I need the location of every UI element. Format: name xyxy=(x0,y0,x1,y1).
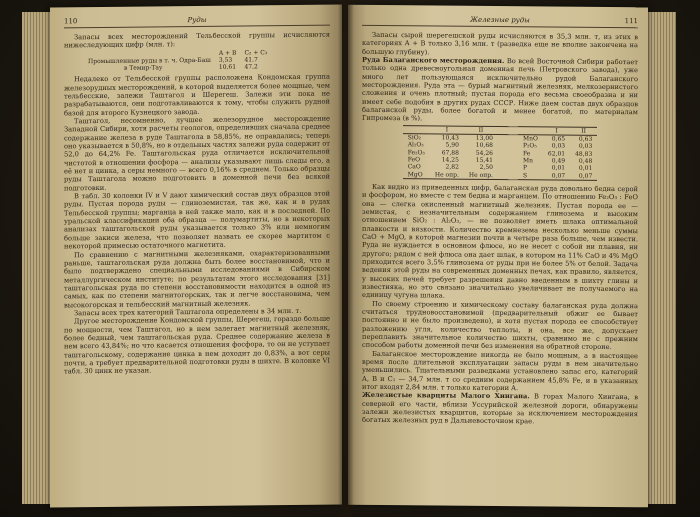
chem-cell: 0,49 xyxy=(551,157,566,165)
chem-cell: MnO xyxy=(522,135,538,143)
chem-cell: 10,43 xyxy=(441,134,459,142)
right-paragraph-2-wrap xyxy=(362,56,638,125)
right-paragraph-5: Балаганское месторождение никогда не было мощным, а в настоящее время после длительной эксплуатации запасы руды в нем значительно уменьшились. Тщательными разведками установлено запас его, категорий A, B и C₁ — 34,7 млн. т со средним содержанием 45,8% Fe, и в указанных итог входят 2,84 млн. т только категории A. xyxy=(362,349,638,393)
chem-header-blank xyxy=(518,126,543,135)
khingan-subheading: Железистые кварциты Малого Хингана. xyxy=(362,391,530,401)
chem-cell: 5,90 xyxy=(445,141,459,150)
chem-header-blank xyxy=(403,125,430,134)
reserves-table xyxy=(84,49,271,73)
chem-cell: FeO xyxy=(407,156,421,164)
chem-row xyxy=(403,171,598,180)
reserves-header-c: C₂ + C₃ xyxy=(244,48,268,57)
left-paragraph-5: Запасы всех трех категорий Таштагола определены в 34 млн. т. xyxy=(74,306,302,318)
left-page-number: 110 xyxy=(64,17,78,26)
left-paragraph-2: Таштагол, несомненно, лучшее железорудное месторождение Западной Сибири, хотя расчеты геологов, определивших сначала среднее содержание железа в руде Таштагола в 58,85%, не оправдались; теперь оно указывается в 50,8%, но в отдельных частях залежи руда содержит от 52,0 до 64,2% Fe. Таштагольская руда отличается исключительной чистотой в отношении фосфора — анализы указывают лишь следы его, а её нет и цинка, а серы немного — всего 0,16% в среднем. Только образцы руды Таштагола можно подготовить в доменной печи без всякой подготовки. xyxy=(64,114,330,193)
chem-cell: 0,07 xyxy=(543,172,570,180)
chem-cell: P xyxy=(522,164,528,172)
right-page-header xyxy=(362,15,638,28)
balagan-subheading: Руда Балаганского месторождения. xyxy=(362,55,505,66)
chem-cell: 2,50 xyxy=(479,164,493,172)
chem-cell: Не опр. xyxy=(464,171,498,179)
left-paragraph-6: Другое месторождение Кондомской группы, Шерегеш, гораздо больше по мощности, чем Таштагол, но в нем залегает магнитный железняк, более бедный, чем таштагольская руда. Среднее содержание железа в нем всего 43,84%; но что касается отношения фосфора, то он не уступает таштагольскому, содержание цинка в нем доходит до 0,83%, а вот серы почти, а требует предварительной подготовки руды в шихте. В колонке VI табл. 30 цинк не указан. xyxy=(64,314,330,376)
reserves-header-ab: A + B xyxy=(218,49,237,57)
left-intro: Запасы всех месторождений Тельбесской группы исчисляются нижеследующих цифр (млн. т): xyxy=(64,30,330,50)
chem-cell: S xyxy=(518,172,543,180)
left-page-header xyxy=(64,15,330,29)
chem-col-header: I xyxy=(543,127,570,136)
chem-cell: 48,83 xyxy=(575,150,593,158)
chem-cell: 0,01 xyxy=(578,164,593,173)
reserves-cell: в Темир-Тау xyxy=(124,64,163,72)
reserves-cell: Промышленные руды в т. ч. Одра-Баш xyxy=(88,56,211,66)
reserves-cell: 3,53 xyxy=(218,56,233,64)
chem-gap xyxy=(498,126,518,134)
chem-cell: 10,68 xyxy=(475,142,493,150)
chem-cell: 62,01 xyxy=(547,150,566,158)
right-paragraph-6: В горах Малого Хингана, в северной его части, вблизи Уссурийской железной дороги, обнаружены залежи железистых кварцитов, которые за исключением месторождения богатых железных руд в Дальневосточном крае. xyxy=(362,392,638,426)
right-page xyxy=(348,5,648,508)
chem-cell: 15,41 xyxy=(475,156,493,164)
chem-cell: 0,65 xyxy=(551,135,566,143)
chem-cell: SiO₂ xyxy=(407,134,422,142)
book-gutter xyxy=(338,0,354,517)
chem-cell: 54,26 xyxy=(475,149,493,157)
chem-col-header: II xyxy=(570,127,597,136)
chem-gap xyxy=(498,135,518,143)
chem-cell: 0,63 xyxy=(578,135,593,143)
left-page xyxy=(50,4,342,507)
reserves-cell: 10,61 xyxy=(218,63,237,71)
left-page-edges xyxy=(22,12,52,504)
reserves-cell: 47,2 xyxy=(244,63,258,71)
chemical-composition-table xyxy=(403,125,598,181)
right-paragraph-1: Запасы сырой шерегешской руды исчисляются в 35,3 млн. т, из этих в категориях A + B только 3,16 млн. т (разведка еще не вполне закончена на большую глубину). xyxy=(362,30,638,57)
chem-cell: 0,07 xyxy=(570,172,597,180)
chem-cell: CaO xyxy=(407,163,421,171)
chem-col-header: I xyxy=(430,126,464,135)
chem-cell: 0,48 xyxy=(578,157,593,165)
chem-cell: P₂O₅ xyxy=(522,142,537,150)
chem-cell: Al₂O₃ xyxy=(407,141,424,149)
chem-cell: 0,03 xyxy=(578,143,593,151)
right-paragraph-2: Во всей Восточной Сибири работает только одна древесноугольная доменная печь (Петровского завода), уже много лет пользующаяся исключительно рудой Балаганского месторождения. Руда эта — бурый магнитный железняк, мелкозернистого сложения и очень плотный; пустая порода его весьма своеобразна и ни имеет себе подобия в других рудах СССР. Ниже даем состав двух образцов балаганской руды, более богатой и менее богатой, по материалам Гипромеза (в %). xyxy=(362,57,638,123)
chem-cell: 0,01 xyxy=(551,164,566,172)
reserves-cell: 41,7 xyxy=(244,56,258,64)
right-running-head: Железные руды xyxy=(470,15,530,25)
left-running-head: Руды xyxy=(187,15,207,25)
right-paragraph-3: Как видно из приведенных цифр, балаганская руда довольно бедна серой и фосфором, но вместе с тем бедна и марганцем. По отношению Fe₂O₃ : FeO она — слегка окисленный магнитный железняк. Пустая порода ее — земистая, с незначительным содержанием глинозема и высоким отношением SiO₂ : Al₂O₃, — не позволяет иметь шлака оптимальной плавкости и вязкости. Количество кремнезема несколько меньше суммы CaO + MgO, в которой магнезии почти в четыре раза больше, чем извести. Руда не нуждается в основном флюсе, но не несет с собой ни плавня, ни другого; рядом с ней флюса она дает шлак, в котором на 11% CaO и 4% MgO приходится всего 3,5% глинозема от руды при не более 5% от белой. Задача ведения этой руды на современных доменных печах, как правило, является, у высоких печей требует разрешения давно введенным в шихту глины и известняка, но это связано значительно увеличивает не получаемого на единицу чугуна шлака. xyxy=(362,182,638,300)
right-paragraph-4: По своему строению и химическому составу балаганская руда должна считаться трудновосстановимой (предварительный обжиг ее бывает постоянно и не было произведено), и хотя пустая порода ее способствует разложению угля, количество теплоты, и она, все же, допускает переплавить значительное количество шихты, сравнимо не с прежним способом работы доменной печи без изменения на обратной стороне. xyxy=(362,299,638,352)
chem-cell: 0,03 xyxy=(551,142,566,150)
right-paragraph-6-wrap xyxy=(362,391,638,427)
chem-cell: MgO xyxy=(403,171,430,179)
chem-gap xyxy=(498,172,518,180)
left-paragraph-4: По сравнению с магнитными железняками, охарактеризованными раньше, таштагольская руда должна быть более восстановимой, что и было подтверждено специальными исследованиями в Сибирском металлургическом институте; по результатам этого исследования [31] таштагольская руда по степени восстановимости находится в одной из самых, как по степени магнитогорских, так и легче восстановима, чем высокогорская и тельбесский магнитный железняк. xyxy=(64,248,330,309)
right-page-edges xyxy=(646,12,676,504)
chem-cell: 14,25 xyxy=(441,156,459,164)
chem-cell: 2,82 xyxy=(445,163,459,171)
chem-cell: 13,00 xyxy=(475,134,493,143)
right-page-number: 111 xyxy=(624,17,638,26)
chem-cell: Fe₂O₃ xyxy=(407,148,425,157)
chem-cell: Fe xyxy=(522,149,531,157)
left-paragraph-1: Недалеко от Тельбесской группы расположена Кондомская группа железорудных месторождений, в которой выделяется более мощные, чем тельбесские, залежи Таштагол и Шерегеш. Залежи эти пока не разрабатываются, они подготавливаются к тому, чтобы служить рудной базой для второго Кузнецкого завода. xyxy=(64,72,330,118)
chem-cell: Mn xyxy=(522,157,533,165)
left-paragraph-3: В табл. 30 колонки IV и V дают химический состав двух образцов этой руды. Пустая порода руды — глиноземистая, так же, как и в рудах Тельбесской группы; марганца в ней также мало, как и в последней. По уральской классификации оба образца — полумартиты, но в некоторых анализах таштагольской руды указывается только 3% или немногим больше закиси железа, что позволяет назвать ее скорее мартитом с некоторой примесью остаточного магнетита. xyxy=(64,189,330,251)
chem-cell: Не опр. xyxy=(430,171,464,179)
chem-col-header: II xyxy=(464,126,498,135)
chem-cell: 67,88 xyxy=(441,149,459,157)
